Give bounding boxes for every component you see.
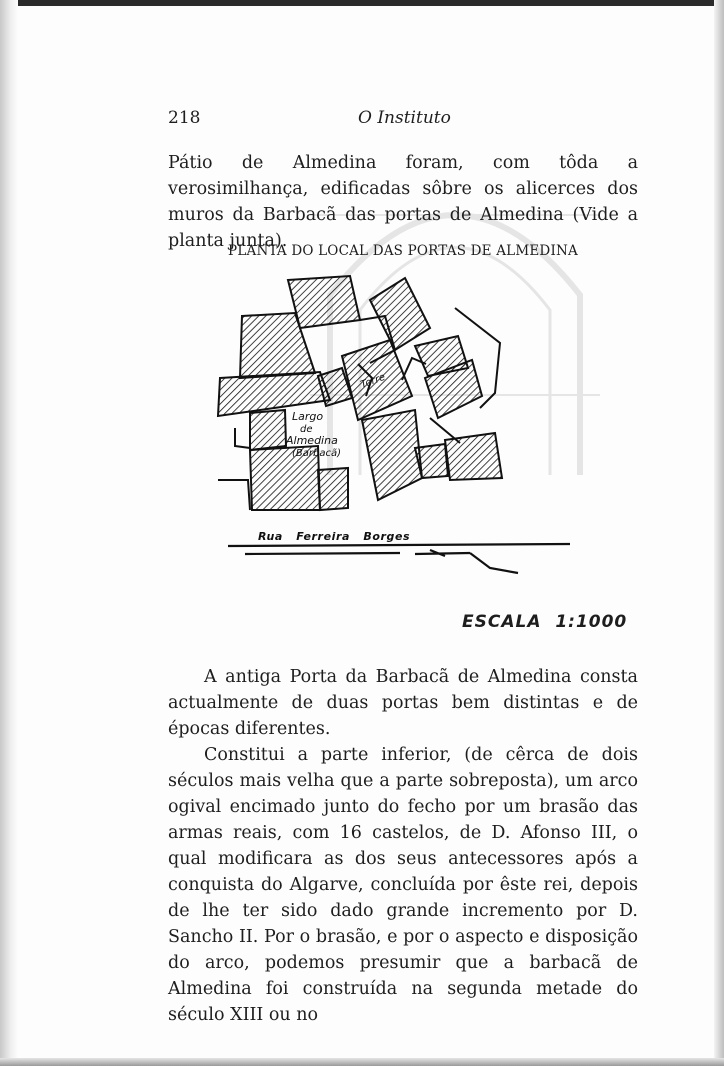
site-plan-map: [200, 268, 600, 608]
page-number: 218: [168, 108, 201, 128]
label-torre: Torre: [359, 371, 387, 391]
scan-edge-right: [714, 0, 724, 1066]
scan-edge-left: [0, 0, 18, 1066]
journal-title: O Instituto: [358, 108, 451, 128]
label-largo-3: Almedina: [286, 434, 338, 447]
building-block: [445, 433, 502, 480]
body-paragraph-1-block: [168, 150, 638, 254]
label-rua: Rua Ferreira Borges: [258, 530, 411, 543]
body-paragraph-3: Constitui a parte inferior, (de cêrca de dois séculos mais velha que a parte sobreposta), um arco ogival encimado junto do fecho por um brasão das armas reais, com 16 castelos, de D. Afonso III, o qual modificara as dos seus antecessores após a conquista do Algarve, concluída por êste rei, depois de lhe ter sido dado grande incremento por D. Sancho II. Por o brasão, e por o aspecto e disposição do arco, podemos presumir que a barbacã de Almedina foi construída na segunda metade do século XIII ou no: [168, 745, 638, 1025]
wall-line: [218, 480, 250, 510]
body-paragraphs-block: [168, 664, 638, 1028]
building-block: [415, 444, 448, 478]
figure-caption: PLANTA DO LOCAL DAS PORTAS DE ALMEDINA: [228, 243, 578, 259]
scan-edge-bottom: [0, 1058, 724, 1066]
label-largo-2: de: [300, 424, 313, 435]
building-block: [318, 468, 348, 510]
label-largo-1: Largo: [292, 410, 324, 423]
scan-edge-top: [0, 0, 724, 6]
building-block: [362, 410, 422, 500]
street-edge-line: [470, 553, 518, 573]
street-edge-line: [228, 544, 570, 546]
building-block: [288, 276, 360, 328]
running-header: [168, 108, 638, 132]
label-largo-4: (Barbacã): [292, 448, 342, 459]
scale-label: ESCALA 1:1000: [462, 612, 628, 632]
building-block: [250, 410, 286, 450]
wall-line: [235, 428, 250, 448]
building-block: [370, 278, 430, 350]
body-paragraph-2: A antiga Porta da Barbacã de Almedina consta actualmente de duas portas bem distintas e de épocas diferentes.: [168, 667, 638, 739]
street-edge-line: [245, 553, 400, 554]
body-paragraph-1: Pátio de Almedina foram, com tôda a verosimilhança, edificadas sôbre os alicerces dos muros da Barbacã das portas de Almedina (Vide a planta junta).: [168, 153, 638, 251]
street-lines: [228, 544, 570, 573]
